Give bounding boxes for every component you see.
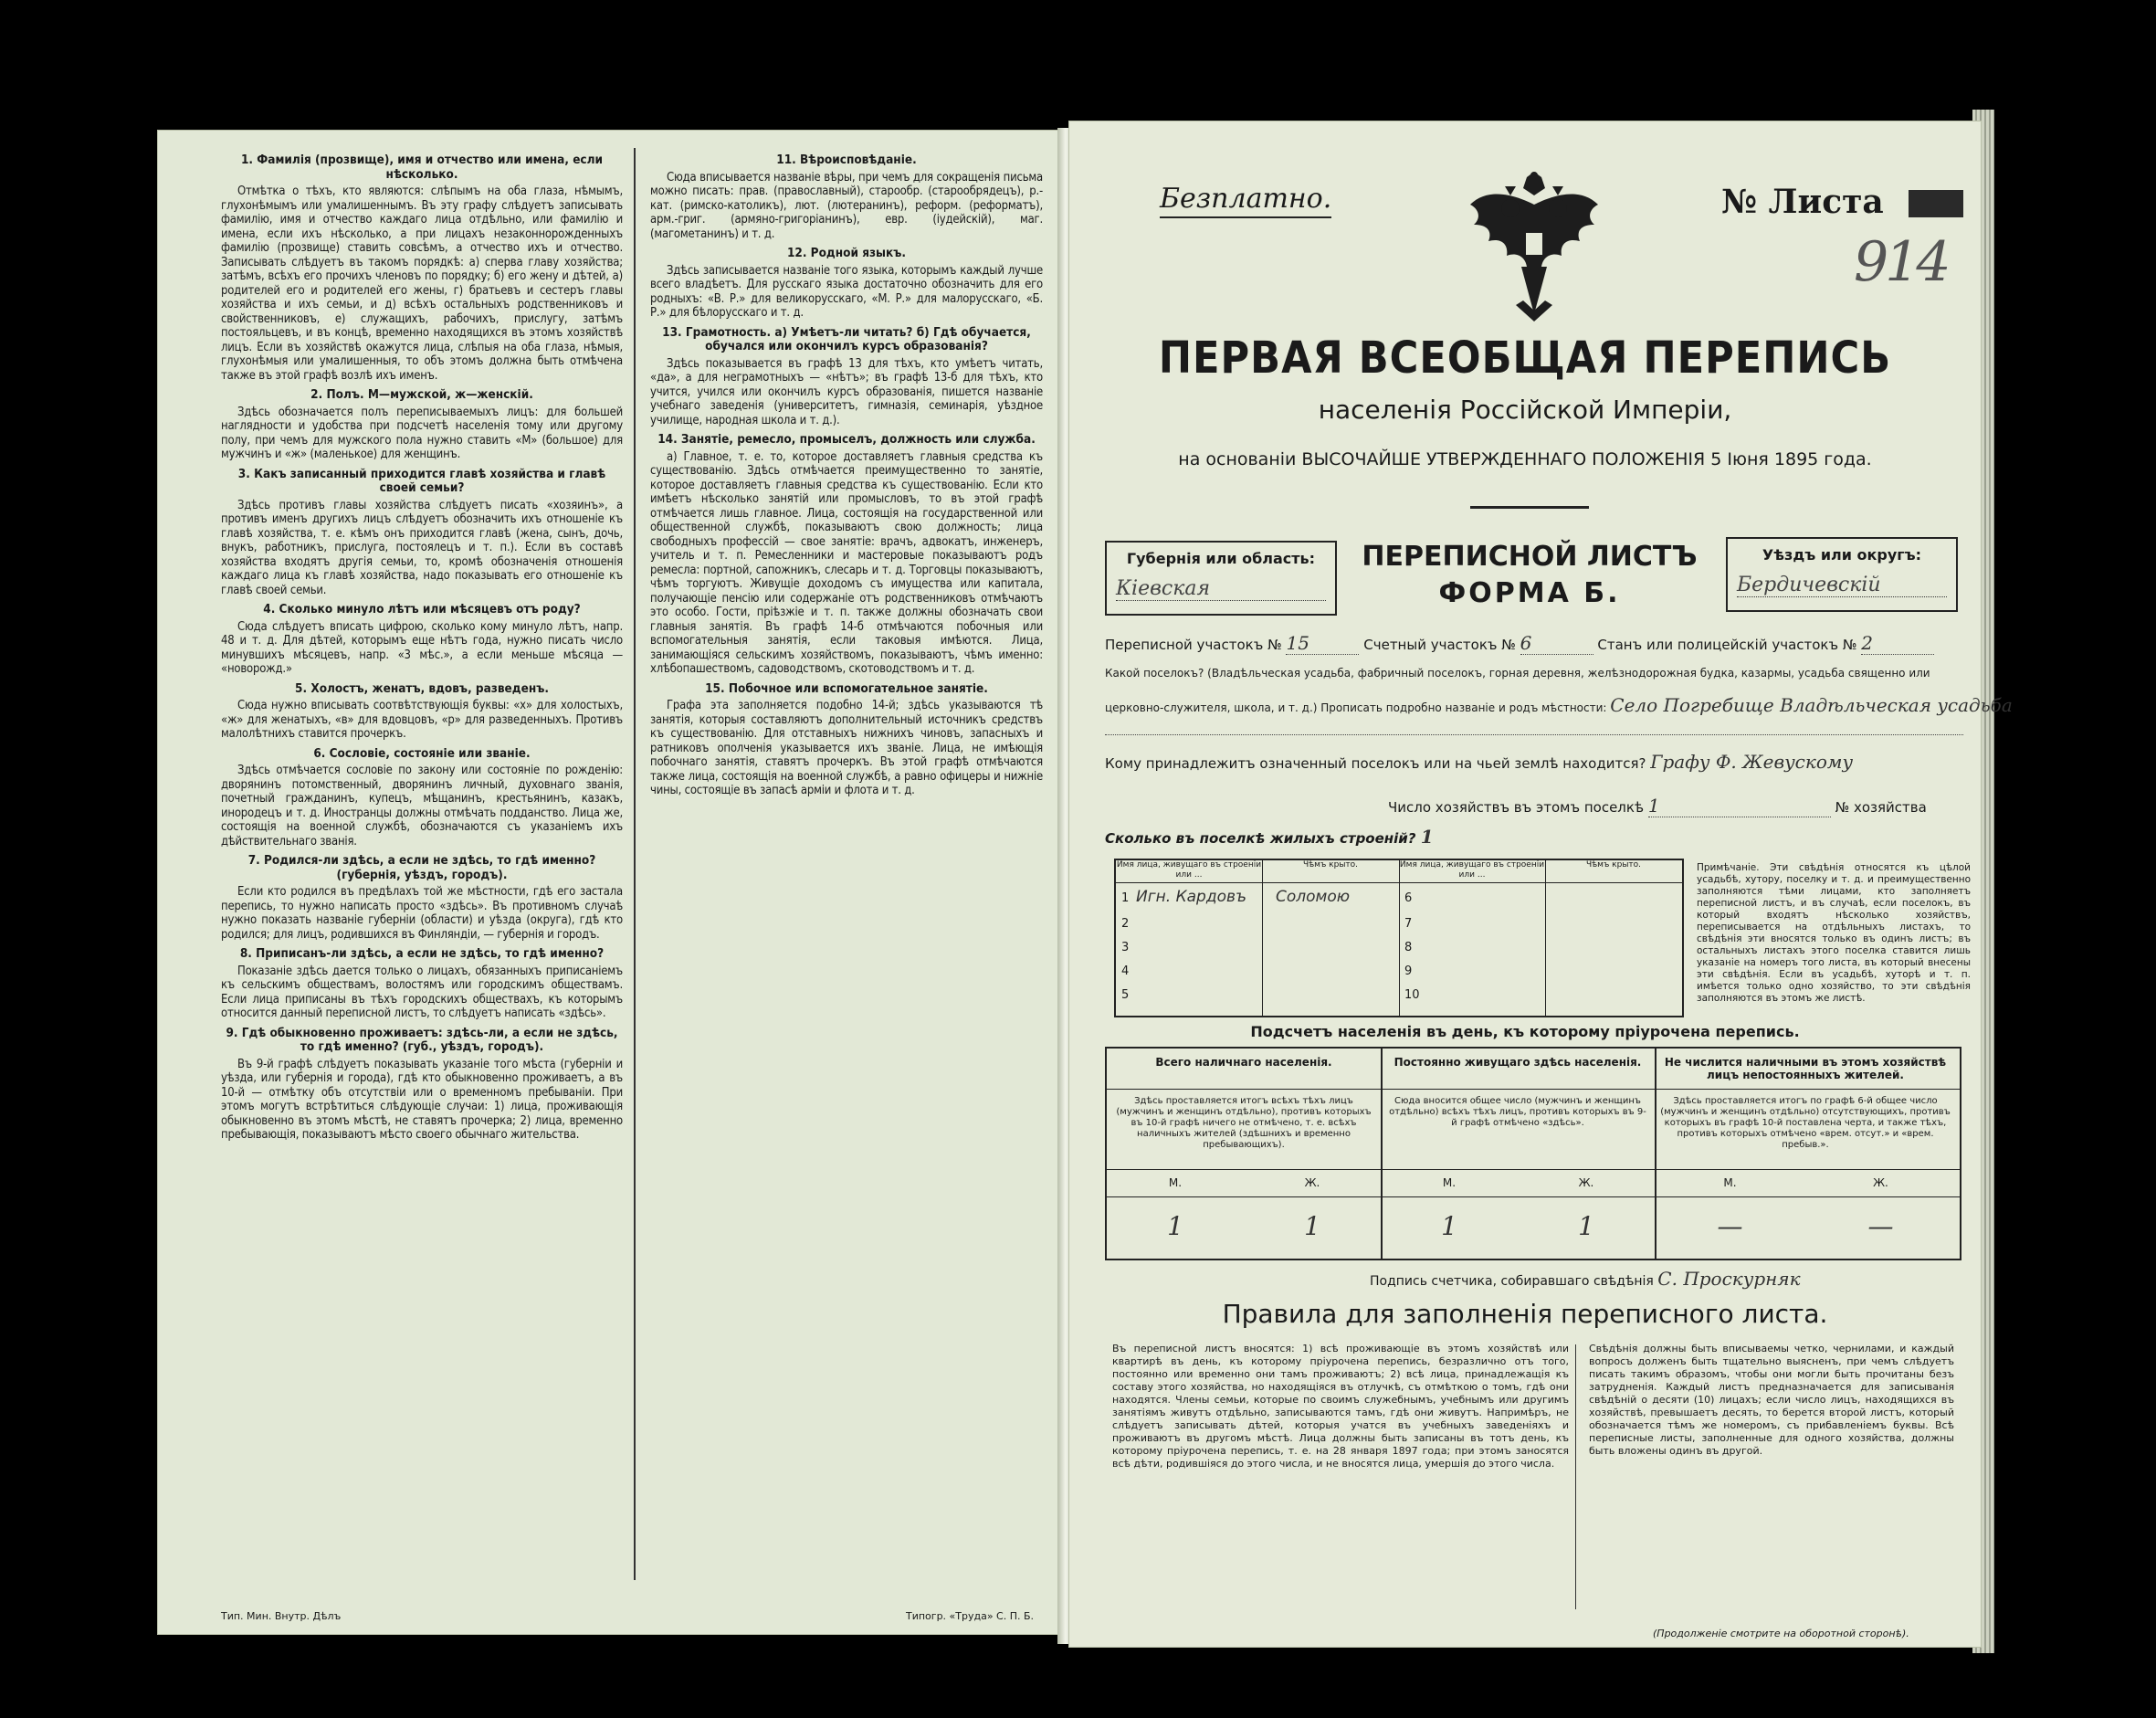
count-col-absent (1655, 1049, 1956, 1259)
instruction-text: а) Главное, т. е. то, которое доставляетъ главныя средства къ существованію. Здѣсь отмѣчается преимущественно то занятіе, которое доставляетъ главныя средства къ существованію. Если кто имѣетъ нѣсколько занятій или промысловъ, то въ этой графѣ отмѣчается лишь главное. Лица, состоящія на государственной или общественной службѣ, показываютъ свою должность; лица свободныхъ профессій — свое занятіе: врачъ, адвокатъ, инженеръ, учитель и т. п. Ремесленники и мастеровые показываютъ родъ ремесла: портной, сапожникъ, слесарь и т. д. Торговцы показываютъ, чѣмъ торгуютъ. Живущіе доходомъ съ имущества или капитала, получающіе пенсію или содержаніе отъ родственниковъ отмѣчаютъ это особо. Гости, пріѣзжіе и т. п. также должны обозначать свои главныя занятія. Въ графѣ 14-б отмѣчаются побочныя или вспомогательныя занятія, если таковыя имѣются. Лица, занимающіяся сельскимъ хозяйствомъ, показываютъ, чѣмъ именно: хлѣбопашествомъ, садоводствомъ, скотоводствомъ и т. д. (650, 449, 1043, 676)
count-col-desc: Здѣсь проставляется итогъ по графѣ 6-й общее число (мужчинъ и женщинъ отдѣльно) отсутствующихъ, противъ которыхъ въ графѣ 10-й поставлена черта, и также тѣхъ, противъ которыхъ отмѣчено «врем. отсут.» и «врем. пребыв.». (1660, 1096, 1951, 1150)
area-numbers-line (1105, 632, 1963, 655)
count-col-desc: Здѣсь проставляется итогъ всѣхъ тѣхъ лицъ (мужчинъ и женщинъ отдѣльно), противъ которыхъ въ 10-й графѣ ничего не отмѣчено, т. е. всѣхъ наличныхъ жителей (здѣшнихъ и временно пребывающихъ). (1116, 1096, 1372, 1150)
dwellings-head-roof-2: Чѣмъ крыто. (1545, 860, 1682, 883)
census-form-page (1068, 121, 2013, 1648)
district-box (1726, 537, 1958, 612)
count-male-label: М. (1723, 1176, 1737, 1189)
dwellings-row-num: 1 (1121, 891, 1130, 905)
household-no-label: № хозяйства (1835, 799, 1927, 816)
instruction-heading: 7. Родился-ли здѣсь, а если не здѣсь, то гдѣ именно? (губернія, уѣздъ, городъ). (247, 853, 596, 882)
instruction-heading: 2. Полъ. М—мужской, ж—женскій. (310, 387, 533, 402)
instruction-heading: 5. Холостъ, женатъ, вдовъ, разведенъ. (295, 680, 549, 696)
district-label: Уѣздъ или округъ: (1762, 546, 1922, 564)
instruction-text: Здѣсь показывается въ графѣ 13 для тѣхъ, кто умѣетъ читать, «да», а для неграмотныхъ — «нѣтъ»; въ графѣ 13-б для тѣхъ, кто учится, учился или окончилъ курсъ образованія, пишется названіе учебнаго заведенія (университетъ, гимназія, семинарія, уѣздное училище, народная школа и т. д.). (650, 356, 1043, 427)
province-box (1105, 541, 1337, 616)
count-female-label: Ж. (1873, 1176, 1888, 1189)
district-value: Бердичевскій (1737, 574, 1947, 597)
instruction-heading: 12. Родной языкъ. (786, 246, 907, 260)
instruction-text: Сюда слѣдуетъ вписать цифрою, сколько кому минуло лѣтъ, напр. 48 и т. д. Для дѣтей, которымъ еще нѣтъ года, нужно писать число минувшихъ мѣсяцевъ, напр. «3 мѣс.», а если меньше мѣсяца — «новорожд.» (221, 619, 623, 676)
instruction-text: Графа эта заполняется подобно 14-й; здѣсь указываются тѣ занятія, которыя составляютъ дополнительный источникъ средствъ къ существованію. Для отставныхъ нижнихъ чиновъ, запасныхъ и ратниковъ ополченія указывается ихъ званіе. Лица, не имѣющія побочнаго занятія, ставятъ прочеркъ. Въ этой графѣ отмѣчаются также лица, состоящія на военной службѣ, а равно офицеры и нижніе чины, состоящіе въ запасѣ армiи и флота и т. д. (650, 699, 1043, 797)
count-female-label: Ж. (1578, 1176, 1594, 1189)
instruction-heading: 3. Какъ записанный приходится главѣ хозяйства и главѣ своей семьи? (237, 466, 606, 495)
instruction-text: Здѣсь противъ главы хозяйства слѣдуетъ писать «хозяинъ», а противъ именъ другихъ лицъ слѣдуетъ обозначить ихъ отношеніе къ главѣ хозяйства, т. е. кѣмъ онъ приходится главѣ (жена, сынъ, дочь, внукъ, работникъ, прислуга, постоялецъ и т. п.). Если въ составѣ хозяйства входятъ другія семьи, то, кромѣ обозначенія отношенія каждаго лица къ главѣ хозяйства, надо показывать его отношеніе къ главѣ своей семьи. (221, 498, 623, 597)
count-female-value: 1 (1578, 1211, 1594, 1241)
stan-value: 2 (1861, 632, 1934, 655)
rules-text-right: Свѣдѣнія должны быть вписываемы четко, чернилами, и каждый вопросъ долженъ быть тщательно выясненъ, при чемъ слѣдуетъ писать такимъ образомъ, чтобы они могли быть прочитаны безъ затрудненія. Каждый листъ предназначается для записыванія свѣдѣній о десяти (10) лицахъ; если число лицъ, находящихся въ хозяйствѣ, превышаетъ десять, то берется второй листъ, который обозначается тѣмъ же номеромъ, съ прибавленіемъ буквы. Всѣ переписные листы, заполненные для одного хозяйства, должны быть вложены одинъ въ другой. (1589, 1343, 1954, 1457)
dwellings-row-num: 6 (1404, 891, 1413, 905)
population-count-table (1105, 1047, 1961, 1260)
households-label: Число хозяйствъ въ этомъ поселкѣ (1388, 799, 1645, 816)
rules-text-left: Въ переписной листъ вносятся: 1) всѣ проживающіе въ этомъ хозяйствѣ или квартирѣ въ день, къ которому пріурочена перепись, безразлично отъ того, постоянно или временно они тамъ проживаютъ; 2) всѣ лица, принадлежащія къ составу этого хозяйства, но находящіяся въ отлучкѣ, съ отмѣткою о томъ, гдѣ они находятся. Члены семьи, которые по своимъ служебнымъ, учебнымъ или другимъ занятіямъ живутъ отдѣльно, записываются тамъ, гдѣ они живутъ. Напримѣръ, не слѣдуетъ записывать дѣтей, которыя учатся въ учебныхъ заведеніяхъ и проживаютъ въ другомъ мѣстѣ. Лица должны быть записаны въ тотъ день, къ которому пріурочена перепись, т. е. на 28 января 1897 года; при этомъ заносятся всѣ дѣти, родившіяся до этого числа, и не вносятся лица, умершія до этого числа. (1112, 1343, 1569, 1470)
instruction-heading: 11. Вѣроисповѣданіе. (776, 153, 917, 167)
count-male-label: М. (1168, 1176, 1183, 1189)
instruction-heading: 4. Сколько минуло лѣтъ или мѣсяцевъ отъ роду? (263, 602, 581, 617)
instruction-heading: 15. Побочное или вспомогательное занятіе. (705, 680, 988, 696)
count-female-label: Ж. (1304, 1176, 1320, 1189)
instruction-text: Здѣсь записывается названіе того языка, которымъ каждый лучше всего владѣетъ. Для русскаго языка достаточно обозначить для его родныхъ: «В. Р.» для великорусскаго, «М. Р.» для малорусскаго, «Б. Р.» для бѣлорусскаго и т. д. (650, 263, 1043, 320)
instruction-heading: 14. Занятіе, ремесло, промыселъ, должность или служба. (657, 432, 1036, 447)
double-headed-eagle-emblem (1461, 168, 1607, 323)
dwellings-row-num: 5 (1121, 988, 1130, 1002)
form-legal-basis: на основаніи ВЫСОЧАЙШЕ УТВЕРЖДЕННАГО ПОЛОЖЕНІЯ 5 Іюня 1895 года. (1178, 449, 1872, 469)
instruction-heading: 9. Гдѣ обыкновенно проживаетъ: здѣсь-ли, а если не здѣсь, то гдѣ именно? (губ., уѣздъ, городъ). (226, 1025, 618, 1054)
printer-note-right: Типогр. «Труда» С. П. Б. (906, 1610, 1035, 1622)
dwellings-row-num: 9 (1404, 964, 1413, 978)
settlement-value: Село Погребище Владѣльческая усадьба (1610, 694, 2013, 716)
title-divider (1470, 506, 1589, 509)
instruction-text: Здѣсь обозначается полъ переписываемыхъ лицъ: для большей наглядности и удобства при подсчетѣ населенія тому или другому полу, при чемъ для мужского пола нужно ставить «М» (большое) для мужчинъ и «ж» (маленькое) для женщинъ. (221, 405, 623, 461)
households-line (1388, 795, 1963, 817)
counting-area-label: Счетный участокъ № (1363, 637, 1516, 653)
enumerator-signature: С. Проскурняк (1657, 1268, 1801, 1290)
instruction-text: Сюда нужно вписывать соотвѣтствующія буквы: «х» для холостыхъ, «ж» для женатыхъ, «в» для вдовцовъ, «р» для разведенныхъ. Противъ малолѣтнихъ ставится прочеркъ. (221, 699, 623, 741)
settlement-line (1105, 731, 1963, 735)
dwellings-row1-name: Игн. Кардовъ (1136, 888, 1247, 906)
census-sheet-title: ПЕРЕПИСНОЙ ЛИСТЪ (1362, 541, 1698, 573)
dwellings-row-num: 10 (1404, 988, 1420, 1002)
form-subtitle: населенія Россійской Имперіи, (1318, 395, 1732, 425)
count-female-value: — (1867, 1211, 1894, 1241)
households-value: 1 (1648, 795, 1831, 817)
dwellings-col-name-2 (1399, 860, 1546, 1016)
count-col-head: Не числится наличными въ этомъ хозяйствѣ лицъ непостоянныхъ жителей. (1664, 1056, 1947, 1081)
dwellings-row-num: 4 (1121, 964, 1130, 978)
instructions-column-2 (650, 148, 1043, 1598)
instruction-text: Если кто родился въ предѣлахъ той же мѣстности, гдѣ его застала перепись, то нужно написать просто «здѣсь». Въ противномъ случаѣ нужно показать названіе губерніи (области) и уѣзда (округа), гдѣ кто родился; для лицъ, родившихся въ Финляндіи, — губернія и городъ. (221, 885, 623, 942)
counting-area-value: 6 (1520, 632, 1593, 655)
sheet-number-stamp (1909, 190, 1963, 217)
enumerator-line (1370, 1268, 1801, 1290)
sheet-number-label: № Листа (1721, 183, 1884, 221)
left-page (157, 130, 1061, 1635)
sheet-number-handwritten: 914 (1854, 230, 1948, 294)
count-col-head: Постоянно живущаго здѣсь населенія. (1394, 1056, 1642, 1069)
enumerator-label: Подпись счетчика, собиравшаго свѣдѣнія (1370, 1274, 1654, 1289)
instruction-heading: 1. Фамилія (прозвище), имя и отчество или имена, если нѣсколько. (240, 153, 604, 182)
owner-value: Графу Ф. Жевускому (1650, 751, 1854, 773)
census-area-value: 15 (1286, 632, 1359, 655)
dwellings-col-roof-1 (1262, 860, 1400, 1016)
printer-note-left: Тип. Мин. Внутр. Дѣлъ (221, 1610, 342, 1622)
count-col-permanent (1381, 1049, 1656, 1259)
instruction-text: Показаніе здѣсь дается только о лицахъ, обязанныхъ приписаніемъ къ сельскимъ обществамъ, волостямъ или городскимъ обществамъ. Если лица приписаны въ тѣхъ городскихъ обществахъ, къ которымъ относится данный переписной листъ, то слѣдуетъ написать «здѣсь». (221, 964, 623, 1020)
dwellings-row-num: 7 (1404, 917, 1413, 931)
dwellings-row-num: 3 (1121, 941, 1130, 954)
count-col-head: Всего наличнаго населенія. (1155, 1056, 1332, 1069)
count-female-value: 1 (1304, 1211, 1320, 1241)
buildings-line (1105, 826, 1963, 848)
dwellings-head-name-1: Имя лица, живущаго въ строеніи или ... (1116, 860, 1262, 883)
dwellings-note: Примѣчаніе. Эти свѣдѣнія относятся къ цѣлой усадьбѣ, хутору, поселку и т. д. и преимущественно заполняются тѣми лицами, кто заполняетъ переписной листъ, и въ случаѣ, если поселокъ, въ который входятъ нѣсколько хозяйствъ, переписывается на отдѣльныхъ листахъ, то свѣдѣнія эти вносятся только въ одинъ листъ; въ остальныхъ листахъ этого поселка ставится лишь указаніе на номеръ того листа, въ который внесены эти свѣдѣнія. Если въ усадьбѣ, хуторѣ и т. п. имѣется только одно хозяйство, то эти свѣдѣнія заполняются въ этомъ же листѣ. (1697, 862, 1971, 1004)
buildings-label: Сколько въ поселкѣ жилыхъ строеній? (1105, 830, 1416, 847)
instruction-heading: 8. Приписанъ-ли здѣсь, а если не здѣсь, то гдѣ именно? (239, 946, 605, 961)
instruction-text: Сюда вписывается названіе вѣры, при чемъ для сокращенія письма можно писать: прав. (православный), старообр. (старообрядецъ), р.-кат. (римско-католикъ), лют. (лютеранинъ), реформ. (реформатъ), арм.-григ. (армяно-григоріанинъ), евр. (іудейскій), маг. (магометанинъ) и т. д. (650, 170, 1043, 241)
dwellings-head-name-2: Имя лица, живущаго въ строеніи или ... (1399, 860, 1545, 883)
form-title: ПЕРВАЯ ВСЕОБЩАЯ ПЕРЕПИСЬ (1158, 332, 1892, 384)
count-male-value: 1 (1167, 1211, 1183, 1241)
stan-label: Станъ или полицейскій участокъ № (1597, 637, 1857, 653)
dwellings-row-num: 8 (1404, 941, 1413, 954)
census-sheet-form: ФОРМА Б. (1438, 577, 1621, 609)
dwellings-row1-roof: Соломою (1276, 888, 1351, 906)
instruction-heading: 6. Сословіе, состояніе или званіе. (313, 745, 531, 761)
count-male-value: — (1717, 1211, 1743, 1241)
rules-continued-note: (Продолженіе смотрите на оборотной сторонѣ). (1653, 1628, 1909, 1639)
dwellings-head-roof-1: Чѣмъ крыто. (1262, 860, 1399, 883)
instruction-text: Здѣсь отмѣчается сословіе по закону или состояніе по рожденію: дворянинъ потомственный, дворянинъ личный, духовнаго званія, почетный гражданинъ, купецъ, мѣщанинъ, крестьянинъ, казакъ, инородецъ и т. д. Иностранцы должны отмѣчать подданство. Лица же, состоящія на военной службѣ, обозначаются съ указаніемъ ихъ дѣйствительнаго званія. (221, 764, 623, 848)
instruction-text: Отмѣтка о тѣхъ, кто являются: слѣпымъ на оба глаза, нѣмымъ, глухонѣмымъ или умалишеннымъ. Въ эту графу слѣдуетъ записывать фамилію, имя и отчество каждаго лица отдѣльно, или фамилію и имена, если ихъ нѣсколько, а при лицахъ незаконнорожденныхъ фамилію (прозвище) ставить совсѣмъ, а отчество ихъ и отчество. Записывать слѣдуетъ въ такомъ порядкѣ: а) сперва главу хозяйства; затѣмъ, всѣхъ его прочихъ членовъ по порядку; б) его жену и дѣтей, а) родителей его и родителей его жены, г) братьевъ и сестеръ главы хозяйства и ихъ семьи, и д) всѣхъ остальныхъ родственниковъ и свойственниковъ, е) служащихъ, рабочихъ, прислугу, затѣмъ постояльцевъ, и въ концѣ, временно находящихся въ этомъ хозяйствѣ лицъ. Если въ хозяйствѣ окажутся лица, слѣпыя на оба глаза, нѣмыя, глухонѣмыя или умалишенныя, то объ этомъ должна быть отмѣчена также въ этой графѣ возлѣ ихъ именъ. (221, 184, 623, 383)
free-label: Безплатно. (1160, 183, 1331, 218)
count-male-label: М. (1442, 1176, 1457, 1189)
settlement-label-2 (1105, 694, 2013, 716)
settlement-label: Какой поселокъ? (Владѣльческая усадьба, фабричный поселокъ, горная деревня, желѣзнодорожная будка, казармы, усадьба священно или (1105, 667, 1930, 680)
owner-label: Кому принадлежитъ означенный поселокъ или на чьей землѣ находится? (1105, 755, 1646, 772)
column-divider (634, 148, 636, 1580)
rules-divider (1575, 1344, 1576, 1609)
dwellings-table (1114, 859, 1684, 1017)
dwellings-row-num: 2 (1121, 917, 1130, 931)
dwellings-col-name-1 (1116, 860, 1263, 1016)
settlement-label-2-text: церковно-служителя, школа, и т. д.) Прописать подробно названіе и родъ мѣстности: (1105, 701, 1607, 714)
count-male-value: 1 (1441, 1211, 1457, 1241)
province-label: Губернія или область: (1126, 550, 1316, 567)
instruction-text: Въ 9-й графѣ слѣдуетъ показывать указаніе того мѣста (губерніи и уѣзда, или губернія и города), гдѣ кто обыкновенно проживаетъ, а въ 10-й — отмѣтку объ отсутствіи или о временномъ пребываніи. При этомъ могутъ встрѣтиться слѣдующіе случаи: 1) лица, проживающія обыкновенно въ этомъ мѣстѣ, не ставятъ прочерка; 2) лица, временно пребывающія, показываютъ мѣсто своего обычнаго жительства. (221, 1057, 623, 1142)
count-col-desc: Сюда вносится общее число (мужчинъ и женщинъ отдѣльно) всѣхъ тѣхъ лицъ, противъ которыхъ въ 9-й графѣ отмѣчено «здѣсь». (1389, 1096, 1646, 1128)
owner-line (1105, 751, 1963, 773)
instruction-heading: 13. Грамотность. а) Умѣетъ-ли читать? б) Гдѣ обучается, обучался или окончилъ курсъ образованія? (662, 324, 1031, 353)
count-col-present (1107, 1049, 1383, 1259)
province-value: Кіевская (1116, 577, 1326, 601)
rules-title: Правила для заполненія переписного листа. (1222, 1299, 1828, 1329)
buildings-value: 1 (1420, 826, 1434, 848)
census-area-label: Переписной участокъ № (1105, 637, 1282, 653)
instructions-column-1 (221, 148, 623, 1598)
population-count-title: Подсчетъ населенія въ день, къ которому пріурочена перепись. (1250, 1023, 1800, 1040)
